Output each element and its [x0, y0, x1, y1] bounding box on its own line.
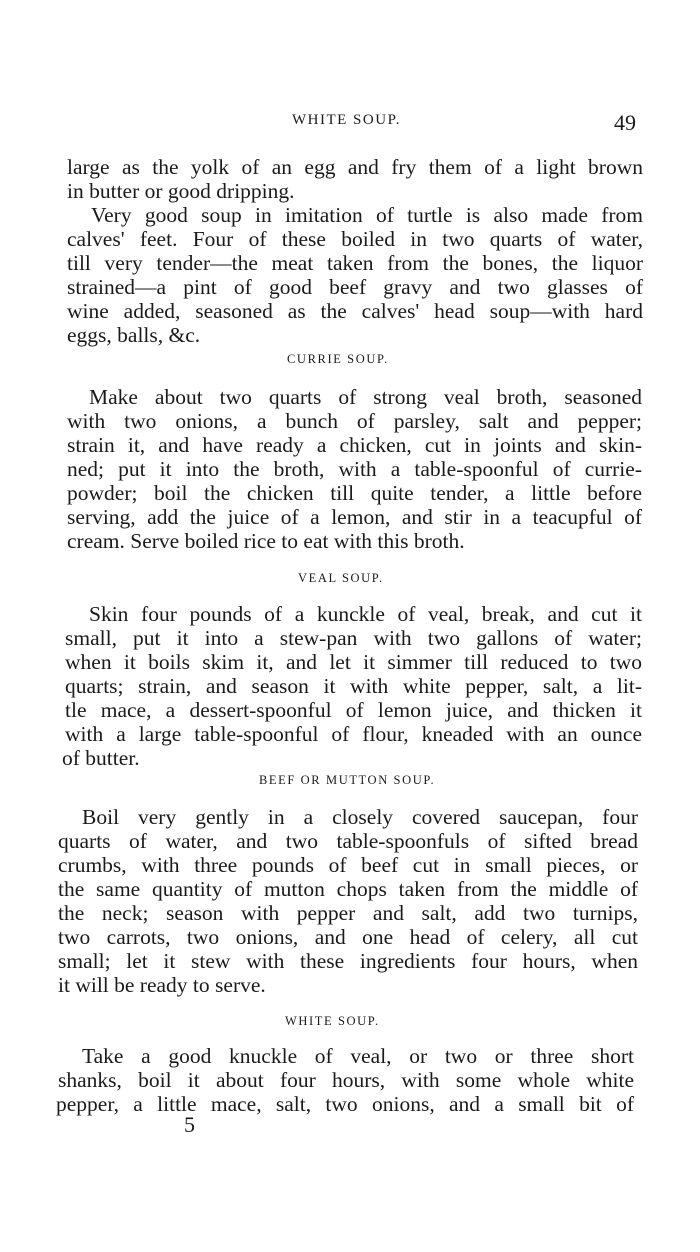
text-line: Skin four pounds of a kunckle of veal, break, and cut it — [89, 602, 642, 626]
text-line: powder; boil the chicken till quite tender, a little before — [67, 481, 642, 505]
text-line: crumbs, with three pounds of beef cut in small pieces, or — [58, 853, 638, 877]
text-line: large as the yolk of an egg and fry them of a light brown — [67, 155, 643, 179]
text-line: two carrots, two onions, and one head of celery, all cut — [58, 925, 638, 949]
text-line: small, put it into a stew-pan with two gallons of water; — [65, 626, 642, 650]
text-line: eggs, balls, &c. — [67, 323, 201, 347]
text-line: in butter or good dripping. — [67, 179, 295, 203]
text-line: serving, add the juice of a lemon, and stir in a teacupful of — [67, 505, 642, 529]
text-line: strain it, and have ready a chicken, cut in joints and skin- — [67, 433, 642, 457]
text-line: Boil very gently in a closely covered saucepan, four — [82, 805, 638, 829]
text-line: calves' feet. Four of these boiled in two quarts of water, — [67, 227, 643, 251]
section-heading: VEAL SOUP. — [298, 571, 384, 585]
text-line: shanks, boil it about four hours, with some whole white — [58, 1068, 634, 1092]
text-line: quarts; strain, and season it with white pepper, salt, a lit- — [65, 674, 642, 698]
signature-mark: 5 — [184, 1112, 195, 1137]
text-line: with two onions, a bunch of parsley, salt and pepper; — [67, 409, 642, 433]
section-heading: BEEF OR MUTTON SOUP. — [259, 773, 436, 787]
section-heading: CURRIE SOUP. — [287, 352, 389, 366]
text-line: quarts of water, and two table-spoonfuls of sifted bread — [58, 829, 638, 853]
text-line: the neck; season with pepper and salt, add two turnips, — [58, 901, 638, 925]
text-line: tle mace, a dessert-spoonful of lemon juice, and thicken it — [65, 698, 642, 722]
text-line: cream. Serve boiled rice to eat with this broth. — [67, 529, 465, 553]
text-line: with a large table-spoonful of flour, kneaded with an ounce — [65, 722, 642, 746]
text-line: the same quantity of mutton chops taken from the middle of — [58, 877, 638, 901]
text-line: till very tender—the meat taken from the bones, the liquor — [67, 251, 643, 275]
text-line: it will be ready to serve. — [58, 973, 266, 997]
text-line: wine added, seasoned as the calves' head soup—with hard — [67, 299, 643, 323]
text-line: small; let it stew with these ingredients four hours, when — [58, 949, 638, 973]
text-line: strained—a pint of good beef gravy and two glasses of — [67, 275, 643, 299]
text-line: Make about two quarts of strong veal broth, seasoned — [89, 385, 642, 409]
section-heading: WHITE SOUP. — [285, 1014, 380, 1028]
text-line: when it boils skim it, and let it simmer till reduced to two — [65, 650, 642, 674]
page-number: 49 — [614, 110, 636, 135]
text-line: pepper, a little mace, salt, two onions, and a small bit of — [56, 1092, 634, 1116]
text-line: Take a good knuckle of veal, or two or three short — [82, 1044, 634, 1068]
text-line: ned; put it into the broth, with a table-spoonful of currie- — [67, 457, 642, 481]
text-line: Very good soup in imitation of turtle is also made from — [91, 203, 643, 227]
running-head — [0, 110, 700, 136]
text-line: of butter. — [62, 746, 140, 770]
running-title: WHITE SOUP. — [292, 112, 401, 128]
